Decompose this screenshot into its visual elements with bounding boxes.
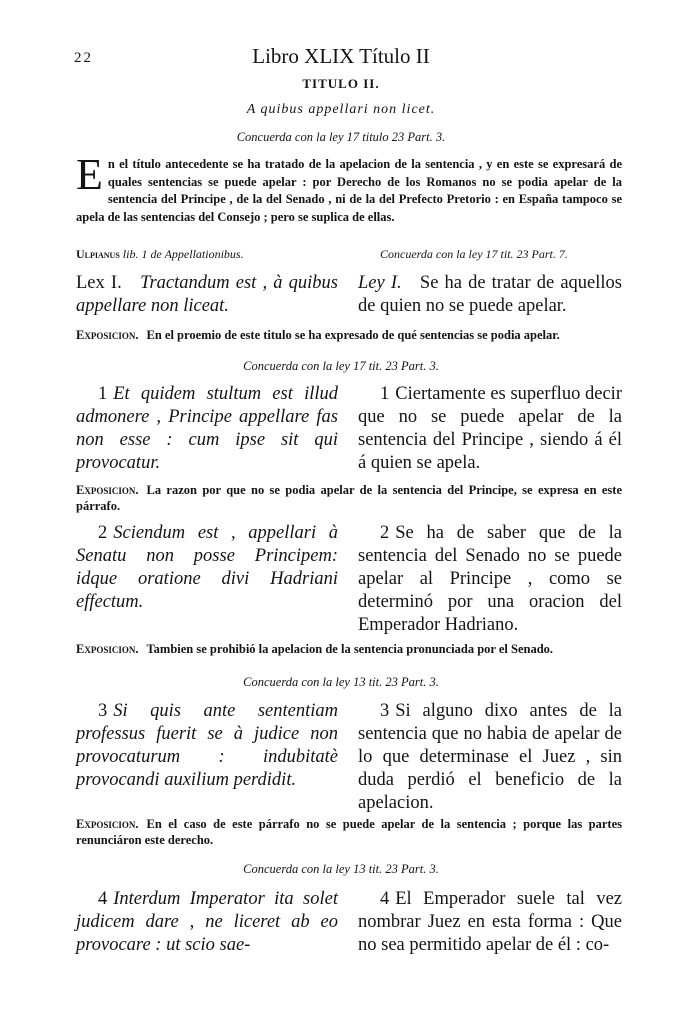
intro-paragraph [76,150,622,226]
exposicion-1 [76,482,622,514]
exposicion-0 [76,327,622,343]
section-spanish-text: Si alguno dixo antes de la sentencia que no habia de apelar de lo que determinase el Juez , sin duda perdió el beneficio de la apelacion. [358,701,622,813]
section-number: 3 [380,701,390,721]
lex-latin [76,272,338,318]
section-spanish [358,888,622,957]
titulo-heading: TITULO II. [302,76,380,91]
lex-spanish [358,272,622,318]
lex-spanish-label: Ley I. [358,273,402,293]
section-latin [76,888,338,957]
section-latin-text: Et quidem stultum est illud admonere , Principe appellare fas non esse : cum ipse sit qui provocatur. [76,384,338,473]
section-concordance: Concuerda con la ley 13 tit. 23 Part. 3. [243,675,439,689]
section-spanish-text: Se ha de saber que de la sentencia del Senado no se puede apelar al Principe , como se determinó por una oracion del Emperador Hadriano. [358,523,622,635]
exposicion-text: La razon por que no se podia apelar de la sentencia del Principe, se expresa en este párrafo. [76,483,622,513]
exposicion-3 [76,816,622,848]
exposicion-2 [76,641,622,657]
section-latin-text: Sciendum est , appellari à Senatu non posse Principem: idque oratione divi Hadriani effectum. [76,523,338,612]
section-spanish [358,700,622,815]
exposicion-text: Tambien se prohibió la apelacion de la sentencia pronunciada por el Senado. [146,642,554,656]
section-latin [76,700,338,792]
section-concordance: Concuerda con la ley 17 tit. 23 Part. 3. [243,359,439,373]
section-spanish-text: Ciertamente es superfluo decir que no se puede apelar de la sentencia del Principe , siendo á él á quien se apela. [358,384,622,473]
section-concordance: Concuerda con la ley 13 tit. 23 Part. 3. [243,862,439,876]
section-latin [76,522,338,614]
section-spanish [358,522,622,637]
lex-latin-label: Lex I. [76,273,122,293]
source-concordance: Concuerda con la ley 17 tit. 23 Part. 7. [380,247,568,261]
section-number: 2 [98,523,108,543]
lex-spanish-text: Se ha de tratar de aquellos de quien no se puede apelar. [358,273,623,316]
section-number: 1 [98,384,108,404]
exposicion-text: En el caso de este párrafo no se puede apelar de la sentencia ; porque las partes renunciáron este derecho. [76,817,622,847]
section-number: 3 [98,701,108,721]
exposicion-label: Exposicion. [76,328,139,342]
section-number: 1 [380,384,390,404]
drop-cap: E [76,150,103,199]
section-latin-text: Si quis ante sententiam professus fuerit se à judice non provocaturum : indubitatè provocandi auxilium perdidit. [76,701,338,790]
section-latin-text: Interdum Imperator ita solet judicem dare , ne liceret ab eo provocare : ut scio sae- [76,889,338,955]
exposicion-label: Exposicion. [76,817,139,831]
running-title: Libro XLIX Título II [252,44,430,68]
title-rubric: A quibus appellari non licet. [246,102,436,117]
source-citation [76,247,244,262]
section-number: 4 [98,889,108,909]
exposicion-label: Exposicion. [76,642,139,656]
section-number: 2 [380,523,390,543]
source-author: Ulpianus [76,247,120,261]
section-spanish-text: El Emperador suele tal vez nombrar Juez en esta forma : Que no sea permitido apelar de él : co- [358,889,622,955]
section-number: 4 [380,889,390,909]
lex-latin-text: Tractandum est , à quibus appellare non liceat. [76,273,338,316]
title-concordance: Concuerda con la ley 17 titulo 23 Part. 3. [236,130,446,144]
source-work: lib. 1 de Appellationibus. [122,247,244,261]
page-number: 22 [74,50,93,66]
section-spanish [358,383,622,475]
exposicion-label: Exposicion. [76,483,139,497]
exposicion-text: En el proemio de este titulo se ha expresado de qué sentencias se podia apelar. [146,328,560,342]
intro-text: n el título antecedente se ha tratado de la apelacion de la sentencia , y en este se expresará de quales sentencias se puede apelar : por Derecho de los Romanos no se podia apelar de la sentencia del Principe , de la del Senado , ni de la del Prefecto Pretorio : en España tampoco se apela de las sentencias del Consejo ; pero se suplica de ellas. [76,157,622,224]
section-latin [76,383,338,475]
